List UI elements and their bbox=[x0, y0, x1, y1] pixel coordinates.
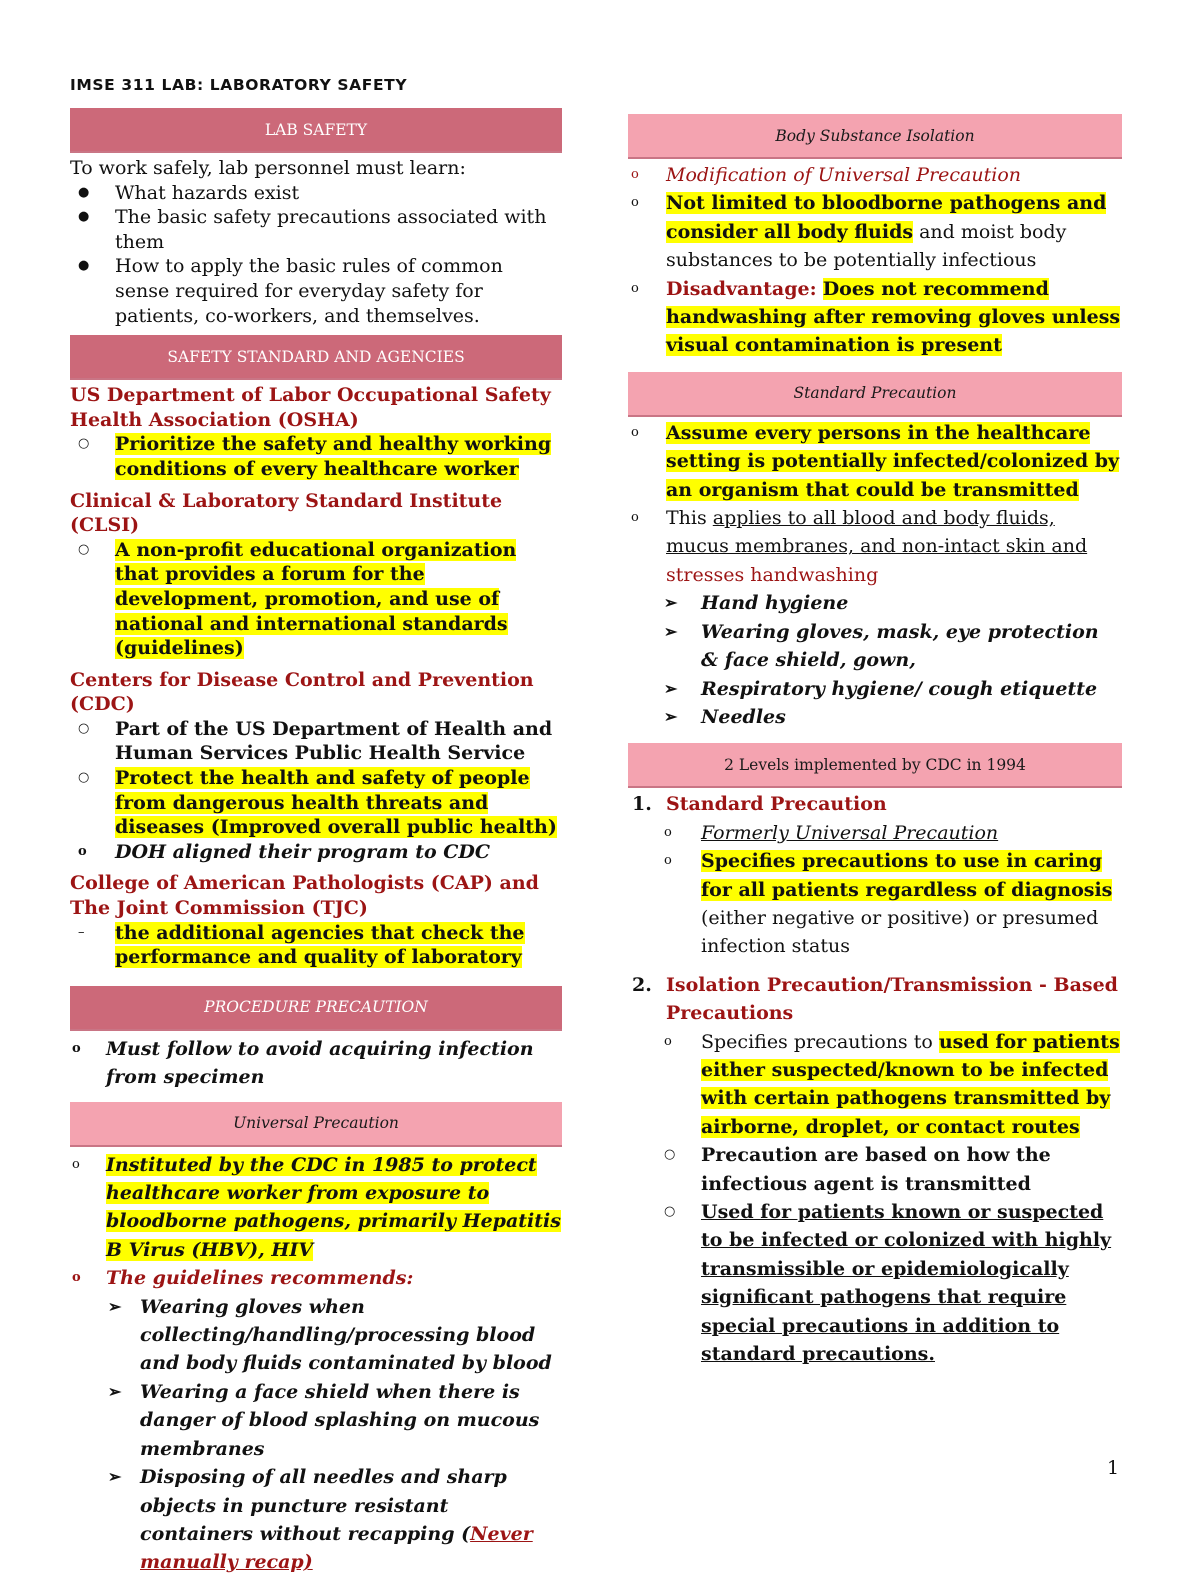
list-item: o Specifies precautions to used for patients either suspected/known to be infected with certain pathogens transmitted by airborne, droplet, or contact routes bbox=[628, 1028, 1122, 1142]
list-item: ➢ Respiratory hygiene/ cough etiquette bbox=[628, 675, 1122, 703]
circle-bullet-icon: ○ bbox=[78, 770, 90, 786]
list-item: ○ Used for patients known or suspected to be infected or colonized with highly transmissible or epidemiologically significant pathogens that require special precautions in addition to standard precautions. bbox=[628, 1198, 1122, 1368]
circle-bullet-icon: ○ bbox=[664, 1204, 676, 1219]
circle-bullet-icon: ○ bbox=[664, 1147, 676, 1163]
list-item: ○ Prioritize the safety and healthy working conditions of every healthcare worker bbox=[78, 433, 552, 480]
list-item: ○ A non-profit educational organization that provides a forum for the development, promotion, and use of national and international standards (guidelines) bbox=[78, 538, 517, 660]
list-item: o Instituted by the CDC in 1985 to protect healthcare worker from exposure to bloodborne pathogens, primarily Hepatitis B Virus (HBV), HIV bbox=[70, 1151, 562, 1265]
list-item: o Not limited to bloodborne pathogens and consider all body fluids and moist body substances to be potentially infectious bbox=[628, 189, 1122, 274]
circle-bullet-icon: o bbox=[631, 195, 639, 211]
list-item: ● What hazards exist bbox=[78, 181, 300, 204]
circle-bullet-icon: ○ bbox=[78, 541, 90, 557]
list-item: ➢ Hand hygiene bbox=[628, 589, 1122, 617]
arrow-bullet-icon: ➢ bbox=[664, 678, 678, 698]
list-item: ➢ Needles bbox=[628, 703, 1122, 731]
list-item: ➢ Disposing of all needles and sharp objects in puncture resistant containers without recapping (Never manually recap) bbox=[70, 1463, 562, 1577]
page-number: 1 bbox=[1107, 1457, 1120, 1479]
list-item: o Disadvantage: Does not recommend handwashing after removing gloves unless visual contamination is present bbox=[628, 275, 1122, 360]
circle-bullet-icon: o bbox=[664, 853, 672, 869]
circle-bullet-icon: o bbox=[78, 843, 87, 859]
list-item: ➢ Wearing gloves when collecting/handling/processing blood and body fluids contaminated by blood bbox=[70, 1293, 562, 1378]
list-item: ○ Protect the health and safety of people from dangerous health threats and diseases (Improved overall public health) bbox=[78, 767, 557, 839]
list-item: o Specifies precautions to use in caring for all patients regardless of diagnosis (either negative or positive) or presumed infection status bbox=[628, 847, 1122, 961]
list-item: o The guidelines recommends: bbox=[70, 1264, 562, 1292]
level-2-title: 2. Isolation Precaution/Transmission - Based Precautions bbox=[632, 973, 1118, 1025]
list-item: ➢ Wearing a face shield when there is danger of blood splashing on mucous membranes bbox=[70, 1378, 562, 1463]
procedure-header: PROCEDURE PRECAUTION bbox=[70, 986, 562, 1031]
osha-title: US Department of Labor Occupational Safety Health Association (OSHA) bbox=[70, 384, 551, 431]
clsi-title: Clinical & Laboratory Standard Institute (CLSI) bbox=[70, 489, 503, 537]
list-item: o Assume every persons in the healthcare setting is potentially infected/colonized by an organism that could be transmitted bbox=[628, 419, 1122, 504]
arrow-bullet-icon: ➢ bbox=[664, 621, 678, 641]
list-item: – the additional agencies that check the performance and quality of laboratory bbox=[78, 921, 525, 969]
cap-title: College of American Pathologists (CAP) and The Joint Commission (TJC) bbox=[70, 872, 539, 920]
list-item: o Modification of Universal Precaution bbox=[628, 161, 1122, 189]
circle-bullet-icon: o bbox=[72, 1270, 81, 1286]
list-item: ● How to apply the basic rules of common sense required for everyday safety for patients, co-workers, and themselves. bbox=[78, 255, 503, 327]
circle-bullet-icon: o bbox=[631, 280, 639, 296]
standard-header: Standard Precaution bbox=[628, 372, 1122, 417]
lab-safety-intro: To work safely, lab personnel must learn: bbox=[70, 157, 466, 179]
circle-bullet-icon: ○ bbox=[78, 436, 90, 452]
arrow-bullet-icon: ➢ bbox=[108, 1467, 122, 1487]
bullet-icon: ● bbox=[78, 258, 90, 274]
list-item: ○ Part of the US Department of Health and Human Services Public Health Service bbox=[78, 717, 553, 765]
right-column bbox=[628, 114, 1122, 1368]
circle-bullet-icon: o bbox=[631, 424, 639, 440]
list-item: ○ Precaution are based on how the infectious agent is transmitted bbox=[628, 1141, 1122, 1198]
arrow-bullet-icon: ➢ bbox=[108, 1296, 122, 1316]
arrow-bullet-icon: ➢ bbox=[108, 1381, 122, 1401]
bsi-header: Body Substance Isolation bbox=[628, 114, 1122, 159]
level-1-title: 1. Standard Precaution bbox=[632, 793, 887, 816]
page-title: IMSE 311 LAB: LABORATORY SAFETY bbox=[70, 76, 408, 94]
cdc-title: Centers for Disease Control and Prevention (CDC) bbox=[70, 668, 534, 716]
circle-bullet-icon: o bbox=[664, 824, 672, 840]
arrow-bullet-icon: ➢ bbox=[664, 706, 678, 726]
circle-bullet-icon: o bbox=[664, 1033, 672, 1049]
bullet-icon: ● bbox=[78, 209, 90, 225]
list-item: ➢ Wearing gloves, mask, eye protection & face shield, gown, bbox=[628, 618, 1122, 675]
circle-bullet-icon: o bbox=[631, 167, 639, 182]
circle-bullet-icon: o bbox=[72, 1156, 80, 1172]
dash-icon: – bbox=[78, 924, 85, 940]
circle-bullet-icon: ○ bbox=[78, 720, 90, 736]
list-item: o Must follow to avoid acquiring infection from specimen bbox=[70, 1035, 562, 1092]
list-item: o DOH aligned their program to CDC bbox=[78, 840, 491, 863]
bullet-icon: ● bbox=[78, 184, 90, 200]
lab-safety-header: LAB SAFETY bbox=[70, 108, 562, 153]
left-column bbox=[70, 108, 562, 1577]
arrow-bullet-icon: ➢ bbox=[664, 593, 678, 613]
list-item: o This applies to all blood and body fluids, mucus membranes, and non-intact skin and stresses handwashing bbox=[628, 504, 1122, 589]
circle-bullet-icon: o bbox=[72, 1040, 81, 1056]
list-item: ● The basic safety precautions associated with them bbox=[78, 206, 547, 253]
levels-header: 2 Levels implemented by CDC in 1994 bbox=[628, 743, 1122, 788]
list-item: o Formerly Universal Precaution bbox=[628, 819, 1122, 847]
agencies-header: SAFETY STANDARD AND AGENCIES bbox=[70, 335, 562, 380]
universal-header: Universal Precaution bbox=[70, 1102, 562, 1147]
circle-bullet-icon: o bbox=[631, 510, 639, 526]
